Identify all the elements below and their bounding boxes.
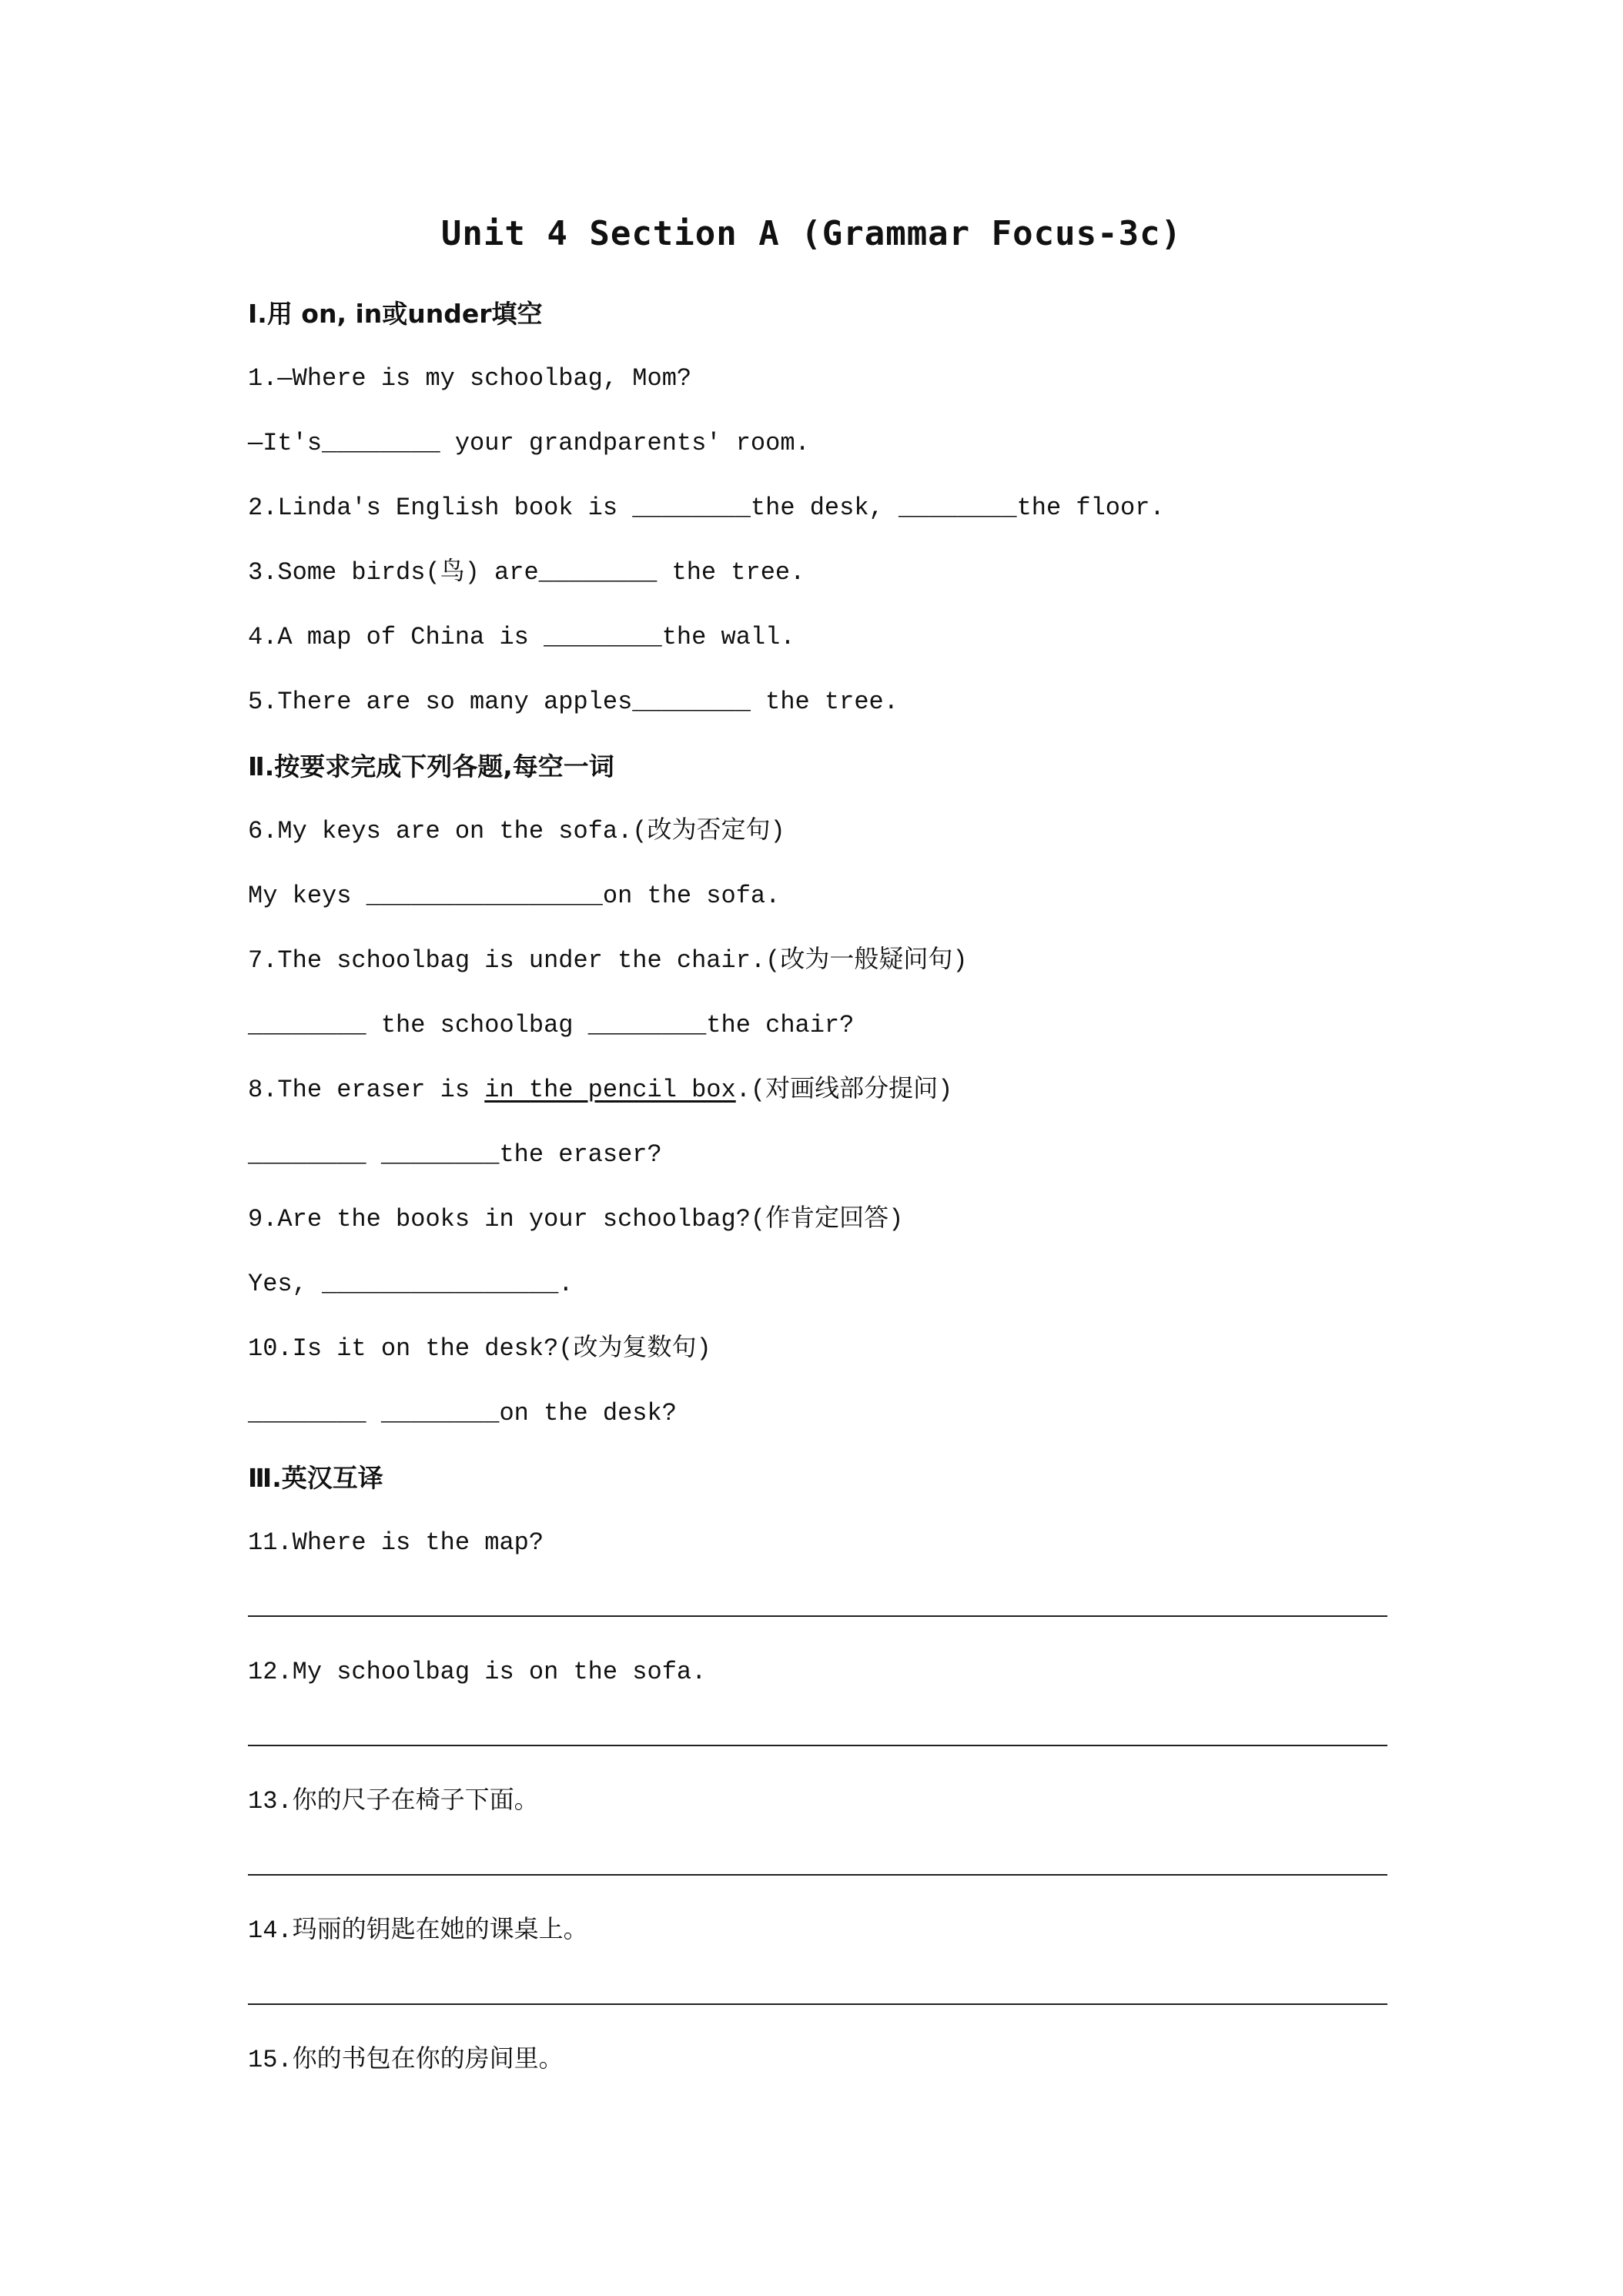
section-2-heading: Ⅱ.按要求完成下列各题,每空一词 — [248, 751, 614, 782]
question-6-prompt: 6.My keys are on the sofa.(改为否定句) — [248, 817, 785, 845]
answer-rule-11 — [248, 1615, 1387, 1617]
question-5: 5.There are so many apples________ the tree. — [248, 688, 899, 716]
question-8-answer-line: ________ ________the eraser? — [248, 1140, 662, 1169]
question-12: 12.My schoolbag is on the sofa. — [248, 1658, 707, 1686]
question-9-prompt: 9.Are the books in your schoolbag?(作肯定回答) — [248, 1205, 904, 1233]
question-8-underlined-phrase: in the pencil box — [484, 1076, 736, 1104]
question-1-prompt: 1.—Where is my schoolbag, Mom? — [248, 364, 692, 393]
answer-rule-14 — [248, 2003, 1387, 2005]
answer-rule-13 — [248, 1874, 1387, 1876]
question-10-prompt: 10.Is it on the desk?(改为复数句) — [248, 1334, 711, 1363]
question-1-answer-line: —It′s________ your grandparents′ room. — [248, 429, 810, 457]
question-8-prompt — [248, 1075, 952, 1106]
question-4: 4.A map of China is ________the wall. — [248, 623, 795, 651]
question-7-answer-line: ________ the schoolbag ________the chair? — [248, 1011, 855, 1039]
section-1-heading: Ⅰ.用 on, in或under填空 — [248, 299, 543, 329]
question-2: 2.Linda′s English book is ________the desk, ________the floor. — [248, 494, 1165, 522]
question-9-answer-line: Yes, ________________. — [248, 1270, 574, 1298]
question-15: 15.你的书包在你的房间里。 — [248, 2046, 564, 2074]
section-3-heading: Ⅲ.英汉互译 — [248, 1463, 383, 1493]
question-6-answer-line: My keys ________________on the sofa. — [248, 882, 781, 910]
question-13: 13.你的尺子在椅子下面。 — [248, 1787, 539, 1816]
question-8-prefix: 8.The eraser is — [248, 1076, 485, 1104]
question-8-suffix: .(对画线部分提问) — [735, 1076, 953, 1104]
question-3: 3.Some birds(鸟) are________ the tree. — [248, 558, 805, 587]
question-10-answer-line: ________ ________on the desk? — [248, 1399, 677, 1427]
question-14: 14.玛丽的钥匙在她的课桌上。 — [248, 1916, 588, 1945]
answer-rule-12 — [248, 1745, 1387, 1746]
page-title: Unit 4 Section A (Grammar Focus-3c) — [440, 214, 1183, 253]
question-7-prompt: 7.The schoolbag is under the chair.(改为一般疑问句) — [248, 946, 968, 975]
question-11: 11.Where is the map? — [248, 1528, 544, 1557]
